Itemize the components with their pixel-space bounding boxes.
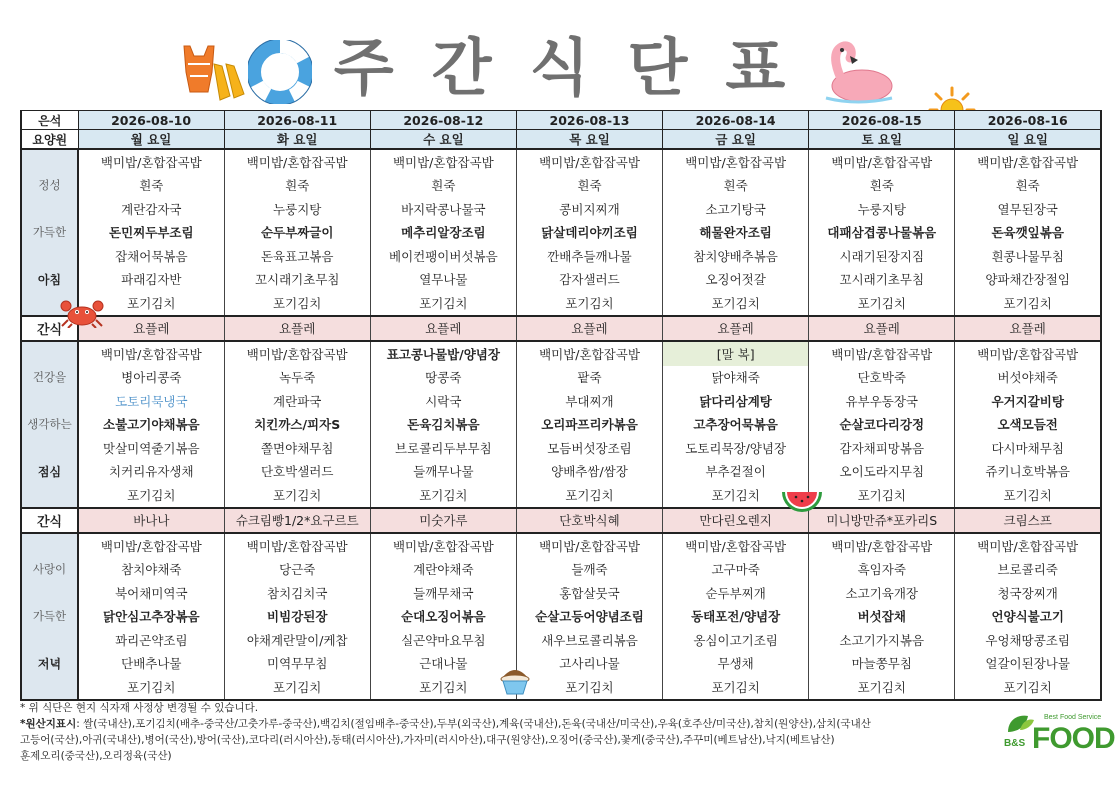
dinner-menu-item: 언양식불고기 <box>955 605 1101 629</box>
lunch-menu-item: 닭다리삼계탕 <box>663 389 809 413</box>
snack_am-item: 요플레 <box>955 316 1101 342</box>
dinner-menu-item: 당근죽 <box>224 558 370 582</box>
lunch-menu-item: 쫄면야채무침 <box>224 436 370 460</box>
breakfast-menu-item: 열무된장국 <box>955 197 1101 221</box>
dinner-menu-item: 닭안심고추장볶음 <box>78 605 224 629</box>
breakfast-menu-item: 메추리알장조림 <box>370 221 516 245</box>
lunch-menu-item: 오리파프리카볶음 <box>516 413 662 437</box>
dinner-menu-item: 순대오징어볶음 <box>370 605 516 629</box>
lunch-menu-item: 녹두죽 <box>224 366 370 390</box>
breakfast-side-label <box>21 197 78 221</box>
date-header: 2026-08-11 <box>224 111 370 130</box>
lunch-side-label: 건강을 <box>21 366 78 390</box>
snack_am-item: 요플레 <box>78 316 224 342</box>
breakfast-menu-item: 포기김치 <box>370 291 516 316</box>
lunch-menu-item: 모듬버섯장조림 <box>516 436 662 460</box>
dinner-menu-item: 무생채 <box>663 652 809 676</box>
dinner-menu-item: 백미밥/혼합잡곡밥 <box>955 533 1101 558</box>
dinner-menu-item: 고사리나물 <box>516 652 662 676</box>
lunch-menu-item: 고추장어묵볶음 <box>663 413 809 437</box>
snack_am-item: 요플레 <box>370 316 516 342</box>
lunch-menu-item: 돈육김치볶음 <box>370 413 516 437</box>
breakfast-menu-item: 백미밥/혼합잡곡밥 <box>809 149 955 174</box>
breakfast-menu-item: 잡채어묵볶음 <box>78 244 224 268</box>
shaved-ice-icon <box>498 666 532 696</box>
date-header: 2026-08-16 <box>955 111 1101 130</box>
dinner-menu-item: 들깨죽 <box>516 558 662 582</box>
swim-ring-icon <box>248 40 312 104</box>
dinner-menu-item: 들깨무채국 <box>370 581 516 605</box>
dinner-side-label: 사랑이 <box>21 558 78 582</box>
lunch-side-label: 생각하는 <box>21 413 78 437</box>
logo-brand: FOOD <box>1032 722 1115 755</box>
dinner-menu-item: 포기김치 <box>78 675 224 700</box>
dinner-menu-item: 마늘쫑무침 <box>809 652 955 676</box>
origin-line-3: 훈제오리(중국산),오리정육(국산) <box>20 750 172 762</box>
lunch-side-label <box>21 389 78 413</box>
lunch-menu-item: 소불고기야채볶음 <box>78 413 224 437</box>
breakfast-menu-item: 오징어젓갈 <box>663 268 809 292</box>
dinner-menu-item: 순두부찌개 <box>663 581 809 605</box>
lunch-side-label <box>21 341 78 366</box>
dinner-menu-item: 포기김치 <box>516 675 662 700</box>
dinner-menu-item: 참치김치국 <box>224 581 370 605</box>
dinner-menu-item: 포기김치 <box>663 675 809 700</box>
breakfast-menu-item: 꼬시래기초무침 <box>809 268 955 292</box>
breakfast-menu-item: 돈육깻잎볶음 <box>955 221 1101 245</box>
day-header: 금 요일 <box>663 130 809 150</box>
breakfast-menu-item: 열무나물 <box>370 268 516 292</box>
page-title: 주간식단표 <box>333 31 824 104</box>
snack_am-item: 요플레 <box>224 316 370 342</box>
lunch-menu-item: 포기김치 <box>78 483 224 508</box>
lunch-menu-item: 순살코다리강정 <box>809 413 955 437</box>
breakfast-menu-item: 흰죽 <box>78 174 224 198</box>
breakfast-menu-item: 백미밥/혼합잡곡밥 <box>78 149 224 174</box>
breakfast-menu-item: 흰죽 <box>663 174 809 198</box>
dinner-menu-item: 옹심이고기조림 <box>663 628 809 652</box>
snack_am-item: 요플레 <box>809 316 955 342</box>
lunch-menu-item: 부대찌개 <box>516 389 662 413</box>
breakfast-menu-item: 베이컨팽이버섯볶음 <box>370 244 516 268</box>
snack_pm-item: 슈크림빵1/2*요구르트 <box>224 508 370 534</box>
breakfast-menu-item: 돈육표고볶음 <box>224 244 370 268</box>
lunch-side-label <box>21 436 78 460</box>
day-header: 토 요일 <box>809 130 955 150</box>
breakfast-menu-item: 참치양배추볶음 <box>663 244 809 268</box>
dinner-menu-item: 계란야채죽 <box>370 558 516 582</box>
lunch-menu-item: 단호박샐러드 <box>224 460 370 484</box>
dinner-menu-item: 근대나물 <box>370 652 516 676</box>
dinner-menu-item: 참치야채죽 <box>78 558 224 582</box>
breakfast-menu-item: 흰죽 <box>370 174 516 198</box>
dinner-menu-item: 흑임자죽 <box>809 558 955 582</box>
dinner-side-label: 가득한 <box>21 605 78 629</box>
snack_pm-item: 미니방만쥬*포카리S <box>809 508 955 534</box>
breakfast-menu-item: 계란감자국 <box>78 197 224 221</box>
logo-tagline: Best Food Service <box>1044 714 1102 721</box>
dinner-menu-item: 포기김치 <box>370 675 516 700</box>
breakfast-menu-item: 깐배추들깨나물 <box>516 244 662 268</box>
dinner-menu-item: 백미밥/혼합잡곡밥 <box>78 533 224 558</box>
snack_pm-item: 크림스프 <box>955 508 1101 534</box>
dinner-menu-item: 새우브로콜리볶음 <box>516 628 662 652</box>
date-header: 2026-08-14 <box>663 111 809 130</box>
breakfast-menu-item: 누룽지탕 <box>809 197 955 221</box>
snack_pm-item: 단호박식혜 <box>516 508 662 534</box>
day-header: 화 요일 <box>224 130 370 150</box>
lunch-menu-item: 계란파국 <box>224 389 370 413</box>
lunch-menu-item: 포기김치 <box>955 483 1101 508</box>
breakfast-menu-item: 백미밥/혼합잡곡밥 <box>955 149 1101 174</box>
breakfast-menu-item: 포기김치 <box>516 291 662 316</box>
lunch-menu-item: 도토리묵장/양념장 <box>663 436 809 460</box>
dinner-menu-item: 청국장찌개 <box>955 581 1101 605</box>
breakfast-menu-item: 누룽지탕 <box>224 197 370 221</box>
snack_am-label: 간식 <box>21 316 78 342</box>
dinner-menu-item: 미역무무침 <box>224 652 370 676</box>
dinner-menu-item: 우엉채땅콩조림 <box>955 628 1101 652</box>
lunch-menu-item: 치킨까스/피자S <box>224 413 370 437</box>
date-header: 2026-08-12 <box>370 111 516 130</box>
date-header: 2026-08-10 <box>78 111 224 130</box>
lunch-menu-item: 포기김치 <box>370 483 516 508</box>
lunch-menu-item: 시락국 <box>370 389 516 413</box>
breakfast-menu-item: 백미밥/혼합잡곡밥 <box>663 149 809 174</box>
lunch-menu-item: 치커리유자생채 <box>78 460 224 484</box>
breakfast-menu-item: 감자샐러드 <box>516 268 662 292</box>
breakfast-menu-item: 포기김치 <box>78 291 224 316</box>
breakfast-menu-item: 양파채간장절임 <box>955 268 1101 292</box>
lunch-menu-item: 양배추쌈/쌈장 <box>516 460 662 484</box>
lunch-menu-item: 쥬키니호박볶음 <box>955 460 1101 484</box>
lunch-menu-item: 표고콩나물밥/양념장 <box>370 341 516 366</box>
date-header: 2026-08-13 <box>516 111 662 130</box>
notice-text: * 위 식단은 현지 식자재 사정상 변경될 수 있습니다. <box>20 702 259 714</box>
lunch-menu-item: 닭야채죽 <box>663 366 809 390</box>
lunch-menu-item: 백미밥/혼합잡곡밥 <box>809 341 955 366</box>
breakfast-menu-item: 흰죽 <box>809 174 955 198</box>
dinner-menu-item: 꽈리곤약조림 <box>78 628 224 652</box>
dinner-side-label <box>21 628 78 652</box>
logo-company: B&S <box>1004 738 1026 749</box>
dinner-side-label: 저녁 <box>21 652 78 676</box>
lunch-menu-item: 병아리콩죽 <box>78 366 224 390</box>
lunch-menu-item: 감자채피망볶음 <box>809 436 955 460</box>
lunch-menu-item: 포기김치 <box>663 483 809 508</box>
dinner-menu-item: 야채계란말이/케찹 <box>224 628 370 652</box>
dinner-menu-item: 북어채미역국 <box>78 581 224 605</box>
dinner-menu-item: 포기김치 <box>955 675 1101 700</box>
lunch-menu-item: 백미밥/혼합잡곡밥 <box>955 341 1101 366</box>
day-header: 월 요일 <box>78 130 224 150</box>
snack_pm-item: 미숫가루 <box>370 508 516 534</box>
lunch-menu-item: 단호박죽 <box>809 366 955 390</box>
breakfast-menu-item: 닭살데리야끼조림 <box>516 221 662 245</box>
breakfast-side-label: 가득한 <box>21 221 78 245</box>
dinner-menu-item: 비빔강된장 <box>224 605 370 629</box>
dinner-menu-item: 고구마죽 <box>663 558 809 582</box>
breakfast-menu-item: 흰콩나물무침 <box>955 244 1101 268</box>
lunch-menu-item: 브로콜리두부무침 <box>370 436 516 460</box>
snack_pm-label: 간식 <box>21 508 78 534</box>
breakfast-side-label <box>21 244 78 268</box>
snack_am-item: 요플레 <box>663 316 809 342</box>
snack_pm-item: 만다린오렌지 <box>663 508 809 534</box>
company-logo <box>1004 712 1115 760</box>
snack_pm-item: 바나나 <box>78 508 224 534</box>
dinner-side-label <box>21 533 78 558</box>
breakfast-menu-item: 백미밥/혼합잡곡밥 <box>224 149 370 174</box>
breakfast-menu-item: 콩비지찌개 <box>516 197 662 221</box>
dinner-menu-item: 백미밥/혼합잡곡밥 <box>224 533 370 558</box>
flippers-icon <box>208 62 248 102</box>
lunch-menu-item: 팥죽 <box>516 366 662 390</box>
lunch-menu-item: 맛살미역줄기볶음 <box>78 436 224 460</box>
lunch-menu-item: 들깨무나물 <box>370 460 516 484</box>
lunch-menu-item: 백미밥/혼합잡곡밥 <box>78 341 224 366</box>
date-header: 2026-08-15 <box>809 111 955 130</box>
lunch-menu-item: 다시마채무침 <box>955 436 1101 460</box>
lunch-side-label <box>21 483 78 508</box>
dinner-menu-item: 순살고등어양념조림 <box>516 605 662 629</box>
breakfast-menu-item: 포기김치 <box>663 291 809 316</box>
lunch-menu-item: 포기김치 <box>224 483 370 508</box>
breakfast-menu-item: 순두부짜글이 <box>224 221 370 245</box>
breakfast-menu-item: 백미밥/혼합잡곡밥 <box>370 149 516 174</box>
dinner-side-label <box>21 675 78 700</box>
lunch-menu-item: [말 복] <box>663 341 809 366</box>
origin-label: *원산지표시 <box>20 718 77 730</box>
corner-bottom-label: 요양원 <box>21 130 78 150</box>
day-header: 일 요일 <box>955 130 1101 150</box>
dinner-menu-item: 실곤약마요무침 <box>370 628 516 652</box>
dinner-menu-item: 버섯잡채 <box>809 605 955 629</box>
breakfast-menu-item: 포기김치 <box>955 291 1101 316</box>
breakfast-menu-item: 파래김자반 <box>78 268 224 292</box>
breakfast-menu-item: 백미밥/혼합잡곡밥 <box>516 149 662 174</box>
lunch-menu-item: 땅콩죽 <box>370 366 516 390</box>
day-header: 목 요일 <box>516 130 662 150</box>
dinner-menu-item: 백미밥/혼합잡곡밥 <box>516 533 662 558</box>
breakfast-menu-item: 돈민찌두부조림 <box>78 221 224 245</box>
breakfast-menu-item: 꼬시래기초무침 <box>224 268 370 292</box>
corner-top-label: 은석 <box>21 111 78 130</box>
dinner-menu-item: 단배추나물 <box>78 652 224 676</box>
dinner-menu-item: 홍합살뭇국 <box>516 581 662 605</box>
dinner-menu-item: 동태포전/양념장 <box>663 605 809 629</box>
weekly-menu-table <box>20 110 1102 701</box>
lunch-menu-item: 버섯야채죽 <box>955 366 1101 390</box>
breakfast-menu-item: 흰죽 <box>224 174 370 198</box>
flamingo-float-icon <box>818 40 896 106</box>
lunch-menu-item: 포기김치 <box>516 483 662 508</box>
breakfast-menu-item: 해물완자조림 <box>663 221 809 245</box>
lunch-menu-item: 백미밥/혼합잡곡밥 <box>516 341 662 366</box>
lunch-menu-item: 유부우동장국 <box>809 389 955 413</box>
dinner-menu-item: 소고기가지볶음 <box>809 628 955 652</box>
breakfast-menu-item: 포기김치 <box>224 291 370 316</box>
snack_am-item: 요플레 <box>516 316 662 342</box>
origin-line-2: 고등어(국산),아귀(국내산),병어(국산),방어(국산),코다리(러시아산),동태(러시아산),가자미(러시아산),대구(원양산),오징어(중국산),꽃게(중국산),주꾸미(베트남산),낙지(베트남산) <box>20 734 835 746</box>
lunch-menu-item: 부추겉절이 <box>663 460 809 484</box>
lunch-menu-item: 우거지갈비탕 <box>955 389 1101 413</box>
dinner-menu-item: 얼갈이된장나물 <box>955 652 1101 676</box>
breakfast-menu-item: 시래기된장지짐 <box>809 244 955 268</box>
lunch-menu-item: 오이도라지무침 <box>809 460 955 484</box>
dinner-menu-item: 포기김치 <box>809 675 955 700</box>
dinner-menu-item: 백미밥/혼합잡곡밥 <box>809 533 955 558</box>
origin-line-1 <box>20 716 871 731</box>
breakfast-side-label: 아침 <box>21 268 78 292</box>
crab-icon <box>60 296 104 328</box>
dinner-menu-item: 백미밥/혼합잡곡밥 <box>663 533 809 558</box>
day-header: 수 요일 <box>370 130 516 150</box>
watermelon-icon <box>780 488 824 518</box>
breakfast-menu-item: 대패삼겹콩나물볶음 <box>809 221 955 245</box>
breakfast-menu-item: 소고기탕국 <box>663 197 809 221</box>
dinner-menu-item: 백미밥/혼합잡곡밥 <box>370 533 516 558</box>
lunch-side-label: 점심 <box>21 460 78 484</box>
breakfast-side-label <box>21 149 78 174</box>
breakfast-side-label: 정성 <box>21 174 78 198</box>
dinner-menu-item: 소고기육개장 <box>809 581 955 605</box>
lunch-menu-item: 포기김치 <box>809 483 955 508</box>
lunch-menu-item: 오색모듬전 <box>955 413 1101 437</box>
breakfast-menu-item: 바지락콩나물국 <box>370 197 516 221</box>
dinner-menu-item: 브로콜리죽 <box>955 558 1101 582</box>
origin-text-1: : 쌀(국내산),포기김치(배추-중국산/고춧가루-중국산),백김치(절임배추-중국산),두부(외국산),계육(국내산),돈육(국내산/미국산),우육(호주산/미국산),참치(원양산),삼치(국내산 <box>76 718 871 730</box>
lunch-menu-item: 백미밥/혼합잡곡밥 <box>224 341 370 366</box>
breakfast-menu-item: 포기김치 <box>809 291 955 316</box>
dinner-menu-item: 포기김치 <box>224 675 370 700</box>
breakfast-menu-item: 흰죽 <box>516 174 662 198</box>
dinner-side-label <box>21 581 78 605</box>
breakfast-menu-item: 흰죽 <box>955 174 1101 198</box>
lunch-menu-item: 도토리묵냉국 <box>78 389 224 413</box>
